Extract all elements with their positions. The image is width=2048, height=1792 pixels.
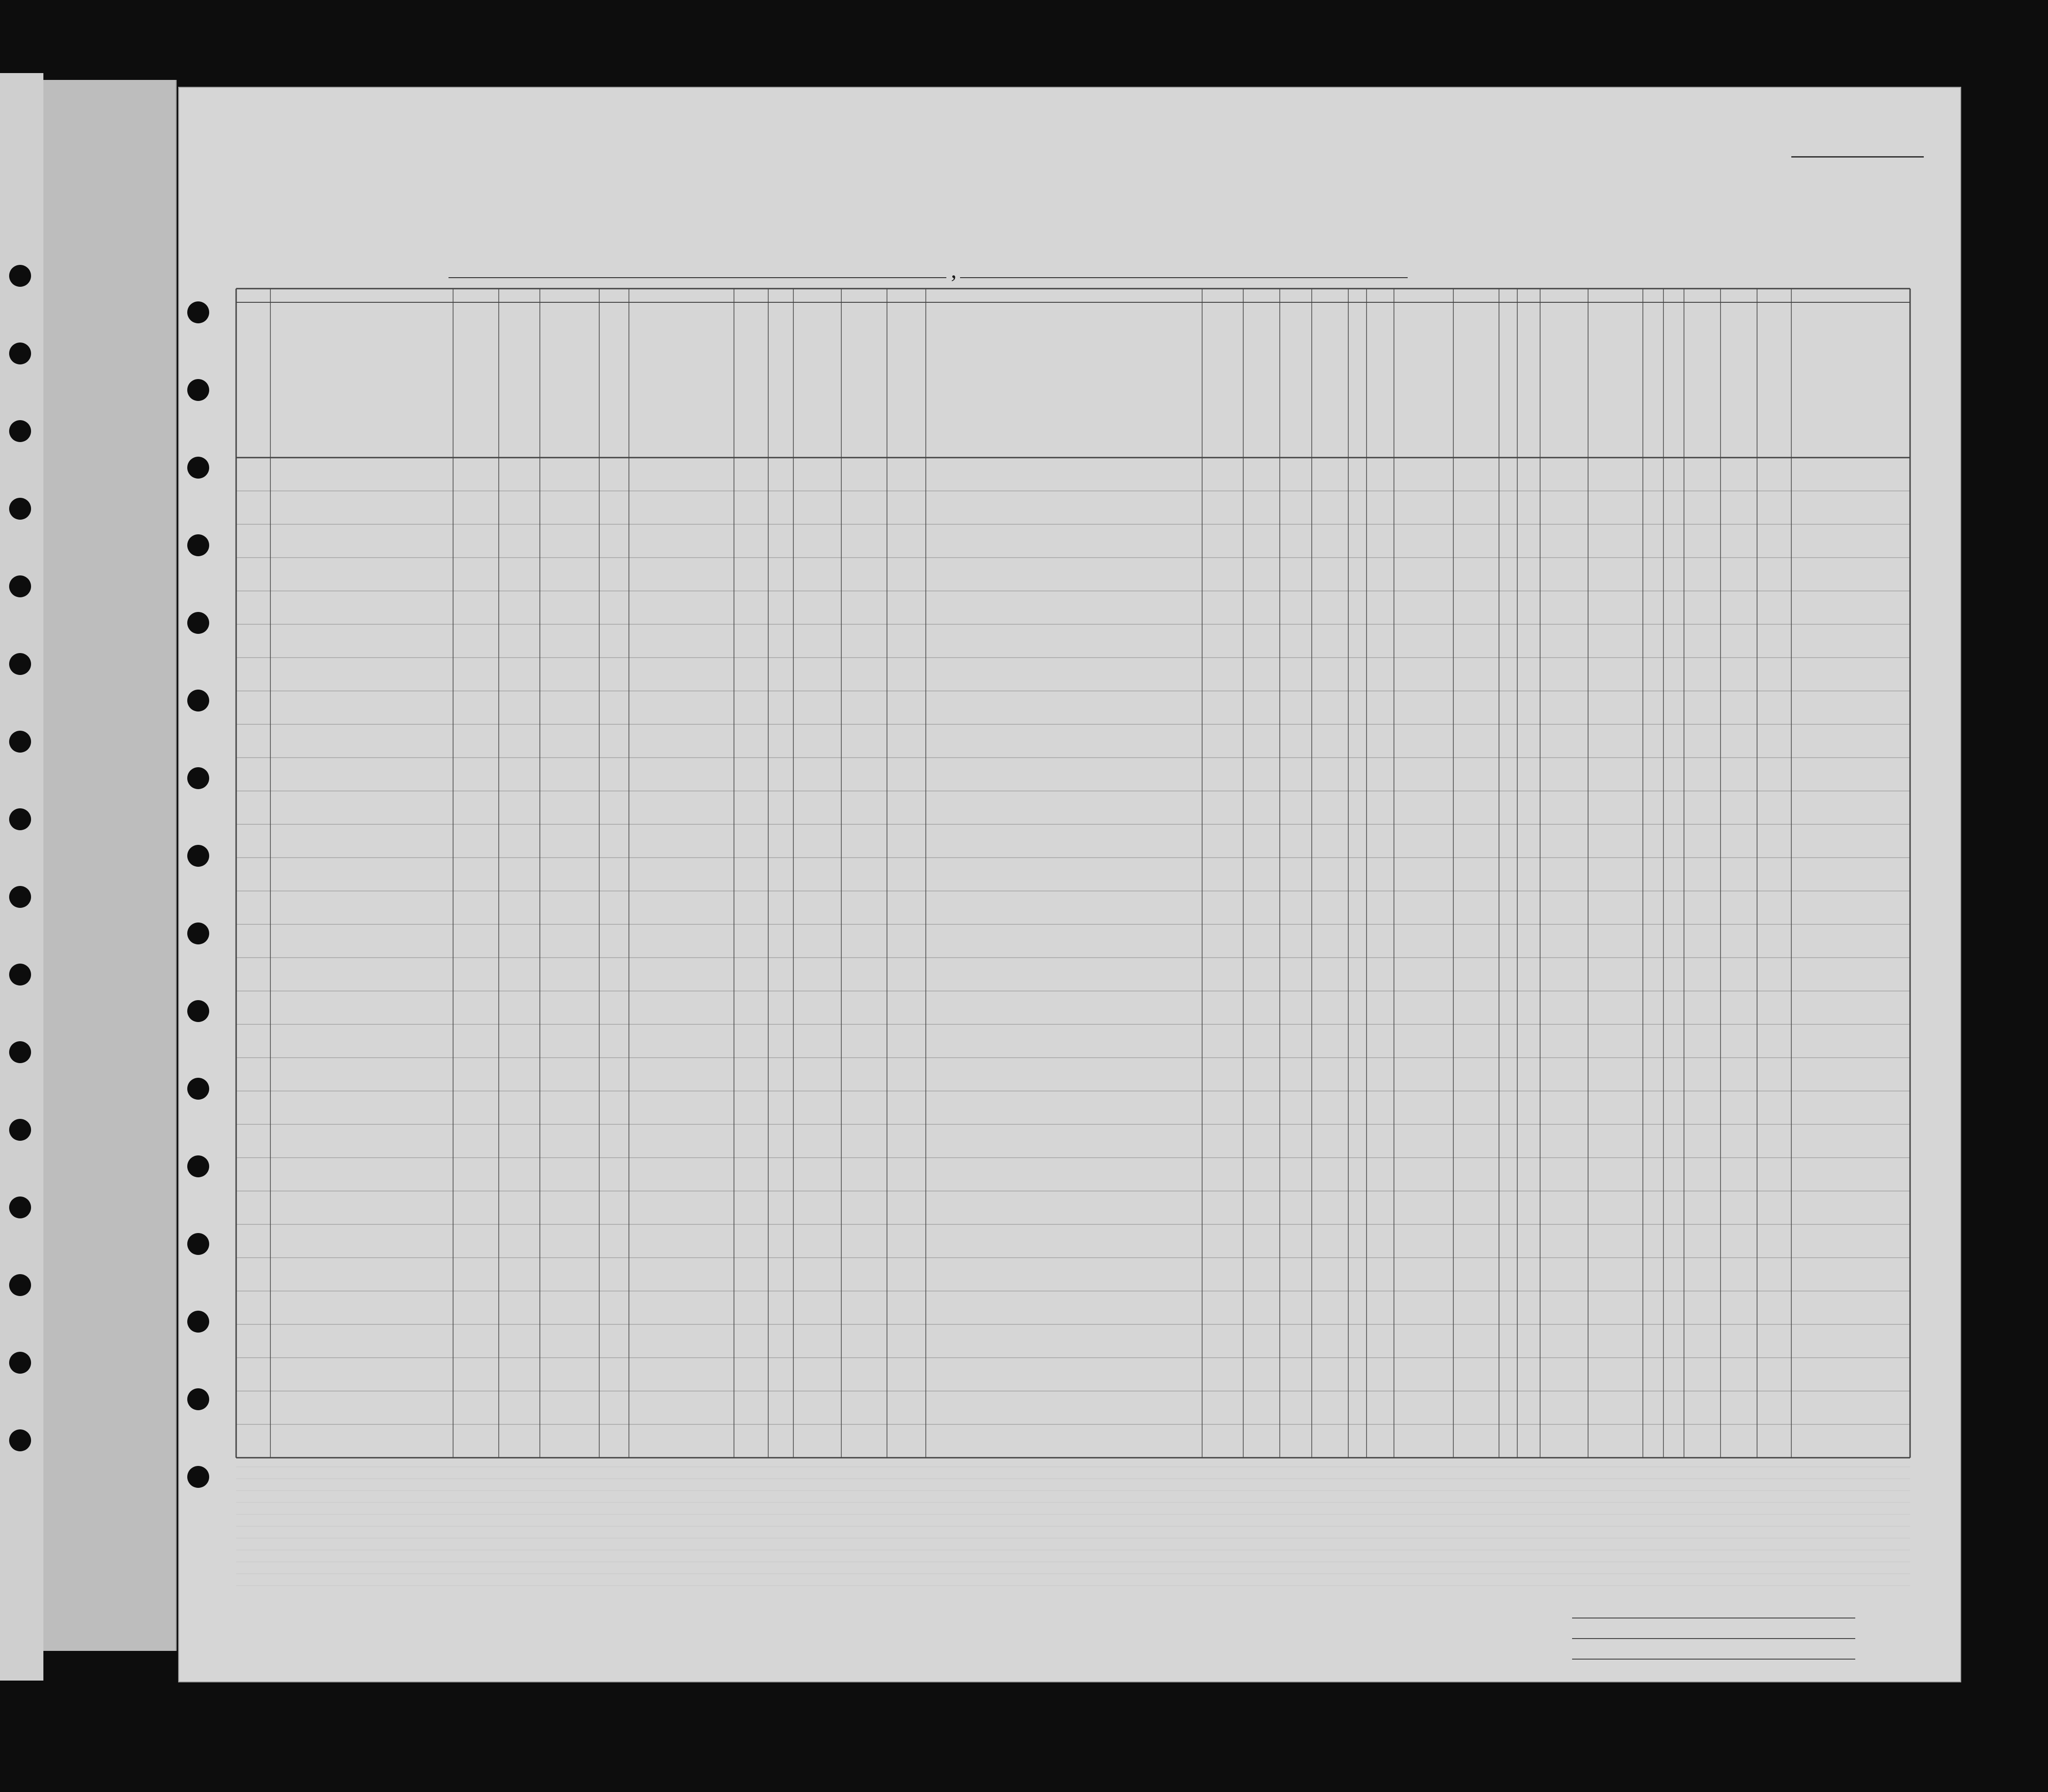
punch-hole: [9, 1119, 31, 1141]
punch-hole: [187, 1466, 209, 1488]
punch-hole: [9, 1041, 31, 1063]
punch-hole: [9, 498, 31, 520]
punch-hole: [9, 808, 31, 830]
punch-hole: [9, 265, 31, 287]
punch-hole: [9, 653, 31, 675]
punch-hole: [187, 690, 209, 712]
punch-hole: [187, 1233, 209, 1255]
punch-hole: [9, 1274, 31, 1296]
punch-hole: [9, 964, 31, 986]
punch-hole: [187, 767, 209, 789]
punch-hole: [187, 1155, 209, 1177]
punch-hole: [9, 1196, 31, 1218]
punch-hole: [187, 1311, 209, 1333]
punch-hole: [187, 457, 209, 479]
punch-hole: [187, 379, 209, 401]
arrival-comma: ,: [951, 257, 957, 283]
punch-hole: [187, 922, 209, 944]
punch-hole: [187, 1078, 209, 1100]
punch-hole: [187, 612, 209, 634]
punch-hole: [187, 845, 209, 867]
punch-hole: [9, 1429, 31, 1451]
punch-hole: [9, 420, 31, 442]
punch-hole: [9, 575, 31, 597]
manifest-grid: [179, 88, 1960, 1681]
punch-hole: [9, 1352, 31, 1374]
punch-hole: [187, 301, 209, 323]
punch-hole: [9, 731, 31, 753]
signature-owners-rule: [1572, 1638, 1855, 1639]
punch-hole: [9, 886, 31, 908]
punch-hole: [187, 534, 209, 556]
punch-hole: [187, 1000, 209, 1022]
signature-agents-rule: [1572, 1659, 1855, 1660]
punch-hole: [9, 343, 31, 364]
punch-hole: [187, 1388, 209, 1410]
manifest-page: [178, 87, 1961, 1682]
previous-page-strip: [43, 80, 177, 1651]
